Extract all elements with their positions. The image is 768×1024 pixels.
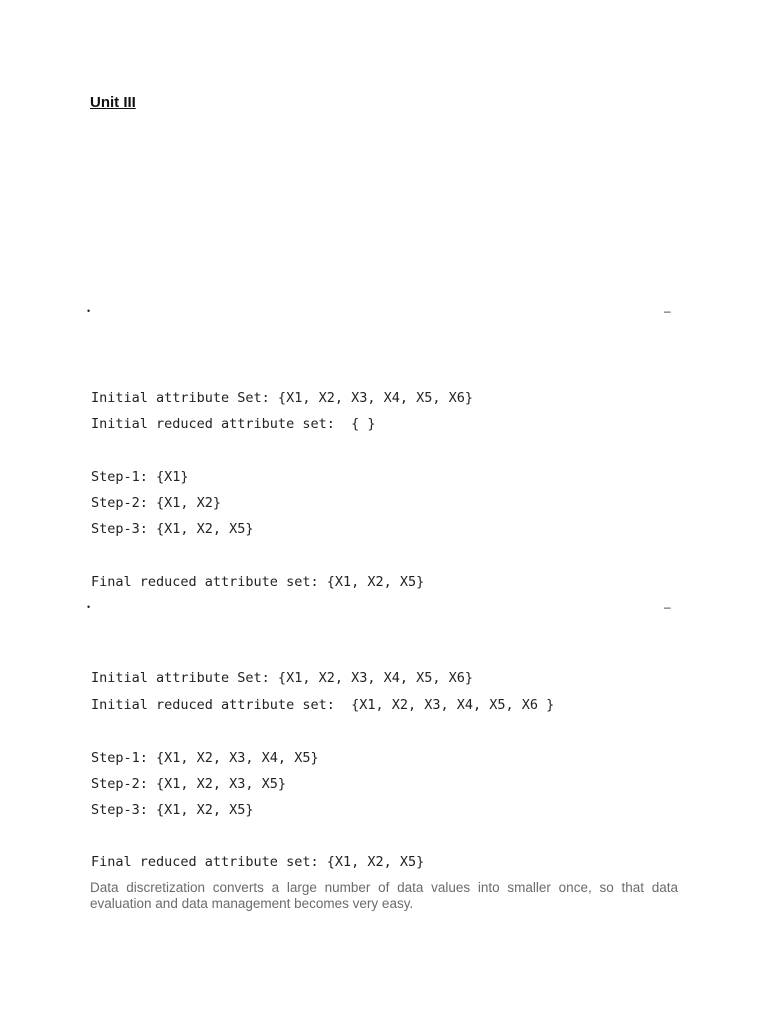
initial-reduced-set: Initial reduced attribute set: { } [91, 416, 376, 432]
initial-attribute-set: Initial attribute Set: {X1, X2, X3, X4, X5, X6} [91, 390, 474, 406]
step-2: Step-2: {X1, X2} [91, 495, 222, 511]
bullet-marker: • [87, 306, 91, 316]
final-reduced-set: Final reduced attribute set: {X1, X2, X5} [91, 854, 425, 870]
attribute-selection-block-backward [91, 669, 555, 870]
initial-reduced-set: Initial reduced attribute set: {X1, X2, X3, X4, X5, X6 } [91, 697, 555, 713]
initial-attribute-set: Initial attribute Set: {X1, X2, X3, X4, X5, X6} [91, 670, 474, 686]
bullet-marker: • [87, 602, 91, 612]
step-3: Step-3: {X1, X2, X5} [91, 802, 254, 818]
step-1: Step-1: {X1, X2, X3, X4, X5} [91, 750, 319, 766]
step-3: Step-3: {X1, X2, X5} [91, 521, 254, 537]
step-2: Step-2: {X1, X2, X3, X5} [91, 776, 287, 792]
final-reduced-set: Final reduced attribute set: {X1, X2, X5} [91, 574, 425, 590]
unit-heading: Unit III [90, 94, 136, 111]
discretization-paragraph: Data discretization converts a large number of data values into smaller once, so that data evaluation and data management becomes very easy. [90, 880, 678, 911]
dash-marker: – [664, 600, 671, 614]
step-1: Step-1: {X1} [91, 469, 189, 485]
attribute-selection-block-forward [91, 389, 474, 590]
dash-marker: – [664, 304, 671, 318]
